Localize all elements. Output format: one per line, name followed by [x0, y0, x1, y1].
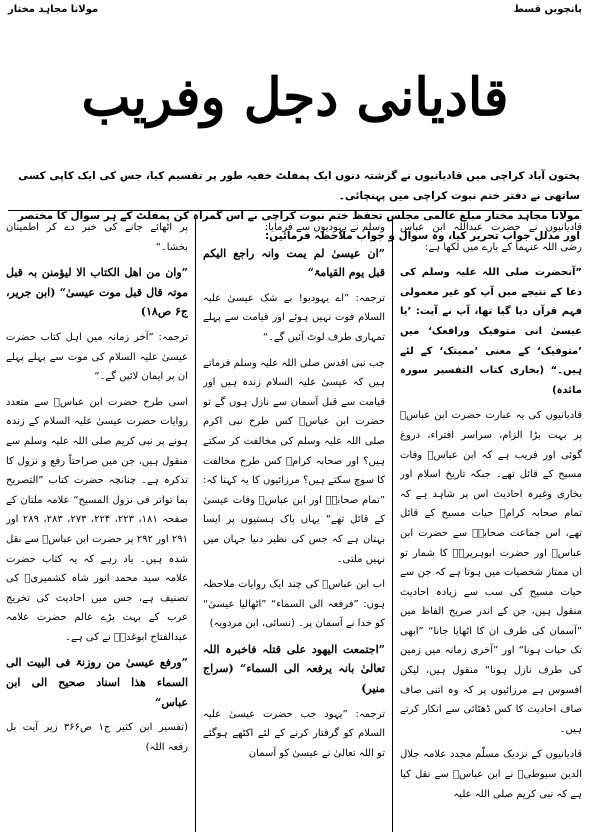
article-title: قادیانی دجل وفریب: [81, 67, 509, 128]
paragraph: قادیانیوں کے نزدیک مسلّم مجدد علامہ جلال الدین سیوطیؒ نے ابن عباسؓ سے نقل کیا ہے کہ نبی کریم صلی اللہ علیہ: [400, 749, 582, 800]
paragraph: قادیانیوں کی یہ عبارت حضرت ابن عباسؓ پر بہت بڑا الزام، سراسر افتراء، دروغ گوئی اور فریب ہے کہ ابن عباسؓ وفات مسیح کے قائل تھے۔ جبکہ تاریخ اسلام اور بخاری وغیرہ احادیث اس پر شاہد ہے کہ تمام صحابہ کرامؓ حیات مسیح کے قائل تھے، اس جماعت صحابہؓ سے حضرت ابن عباسؓ اور حضرت ابوہریرہؓ کا شمار تو ان ممتاز شخصیات میں ہوتا ہے کہ جن سے حیات مسیح کی سب سے زیادہ احادیث منقول ہیں، جن کے اندر صریح الفاظ میں ”آسمان کی طرف ان کا اٹھایا جانا“ ”ابھی تک حیات ہونا“ اور ”آخری زمانہ میں زمین کی طرف نازل ہونا“ منقول ہیں، لیکن افسوس ہے مرزائیوں پر کہ وہ اتنی صاف صاف احادیث کا کس ڈھٹائی سے انکار کرتے ہیں۔: [400, 410, 582, 735]
intro-line-2: مولانا مجاہد مختار مبلغ عالمی مجلس تحفظ ختم نبوت کراچی نے اس گمراہ کن پمفلٹ کے ہر سوال کا مختصر اور مدلل جواب تحریر کیا، وہ سوال و جواب ملاحظہ فرمائیں:: [17, 210, 580, 242]
intro-divider: [8, 210, 582, 211]
column-divider: [195, 218, 196, 832]
column-right: [400, 218, 582, 832]
paragraph: وسلم نے یہودیوں سے فرمایا:: [264, 222, 385, 233]
arabic-quote: ”وان من اھل الکتاب الا لیؤمنن بہ قبل موتہ قال قبل موت عیسیٰ“ (ابن جریر، ج۶ ص۱۸): [6, 266, 188, 319]
quote-paragraph: ”آنحضرت صلی اللہ علیہ وسلم کی دعا کے نتیجے میں آپ کو غیر معمولی فہم قرآن دیا گیا تھا، آپ نے آیت: ’یا عیسیٰ انی متوفیک ورافعک‘ میں ’متوفیک‘ کے معنی ’ممیتک‘ کے لئے ہیں۔“ (بخاری کتاب التفسیر سورہ مائدہ): [400, 267, 582, 396]
translation-paragraph: ترجمہ: ”اے یہودیو! بے شک عیسیٰ علیہ السلام فوت نہیں ہوئے اور قیامت سے پہلے تمہاری طرف لوٹ آئیں گے۔“: [203, 292, 385, 343]
column-middle: [203, 218, 385, 832]
column-left: [6, 218, 188, 832]
author-name: مولانا مجاہد مختار: [8, 4, 99, 15]
paragraph: اسی طرح حضرت ابن عباسؓ سے متعدد روایات حضرت عیسیٰ علیہ السلام کے زندہ ہونے پر نبی کریم صلی اللہ علیہ وسلم سے منقول ہیں، جن میں صراحتاً رفع و نزول کا تذکرہ ہے۔ چنانچہ حضرت کتاب ”التصریح بما تواتر فی نزول المسیح“ علامہ ملتان کے صفحہ ۱۸۱، ۲۲۳، ۲۲۴، ۲۷۳، ۲۸۳، ۲۸۹ اور ۲۹۱ اور ۲۹۲ پر حضرت ابن عباسؓ سے نقل شدہ ہیں۔ یاد رہے کہ یہ کتاب حضرت علامہ سید محمد انور شاہ کشمیریؒ کی تصنیف ہے، جس میں احادیث کی تخریج عرب کے بہت بڑے عالم حضرت علامہ عبدالفتاح ابوغدہؒ نے کی ہے۔: [6, 396, 188, 643]
citation: (تفسیر ابن کثیر ج۱ ص۳۶۶ زیر آیت بل رفعہ اللہ): [6, 722, 188, 753]
paragraph: قادیانیوں نے حضرت عبداللہ ابن عباس رضی اللہ عنہما کے بارے میں لکھا ہے:: [400, 222, 582, 253]
translation-paragraph: ترجمہ: ”آخر زمانہ میں اہل کتاب حضرت عیسیٰ علیہ السلام کی موت سے پہلے پہلے ان پر ایمان لائیں گے۔“: [6, 331, 188, 383]
paragraph: جب نبی اقدس صلی اللہ علیہ وسلم فرماتے ہیں کہ عیسیٰ علیہ السلام زندہ ہیں اور قیامت سے قبل آسمان سے نازل ہوں گے تو حضرت ابن عباسؓ کس طرح نبی اکرم صلی اللہ علیہ وسلم کی مخالفت کر سکتے ہیں؟ اور صحابہ کرامؓ کس طرح مخالفت کا سوچ سکتے ہیں؟ مرزائیوں کا یہ کہنا کہ: ”تمام صحابہؓ اور ابن عباسؓ وفات عیسیٰ کے قائل تھے“ یہاں پاک ہستیوں پر ایسا بہتان ہے کہ جس کی نظیر دنیا جہان میں نہیں ملتی۔: [203, 357, 385, 565]
column-divider: [392, 218, 393, 832]
translation-paragraph: ترجمہ: ”یہود جب حضرت عیسیٰ علیہ السلام کو گرفتار کرنے کے لئے اکٹھے ہوگئے تو اللہ تعالیٰ نے عیسیٰ کو آسمان: [203, 708, 385, 759]
arabic-quote: ”اجتمعت الیھود علی قتلہ فاخبرہ اللہ تعالیٰ بانہ یرفعہ الی السماء“ (سراج منیر): [203, 642, 385, 696]
page-header: [8, 4, 582, 22]
arabic-quote: ”ان عیسیٰ لم یمت وانہ راجع الیکم قبل یوم القیامۃ“: [203, 246, 385, 280]
installment-label: پانچویں قسط: [513, 4, 582, 15]
paragraph: پر اٹھائے جانے کی خبر دے کر اطمینان بخشا۔“: [6, 222, 188, 253]
arabic-quote: ”ورفع عیسیٰ من روزنۃ فی البیت الی السماء ھذا اسناد صحیح الی ابن عباس“: [6, 656, 188, 709]
intro-line-1: پختون آباد کراچی میں قادیانیوں نے گزشتہ دنوں ایک پمفلٹ خفیہ طور پر تقسیم کیا، جس کی ایک کاپی کسی ساتھی نے دفتر ختم نبوت کراچی میں پہنچائی۔: [18, 170, 580, 202]
paragraph: اب ابن عباسؓ کی چند ایک روایات ملاحظہ ہوں: ”فرفعہ الی السماء“ ”اٹھالیا عیسیٰ“ کو خدا نے آسمان پر۔ (نسائی، ابن مردویہ): [203, 579, 385, 630]
article-body: [8, 218, 582, 832]
